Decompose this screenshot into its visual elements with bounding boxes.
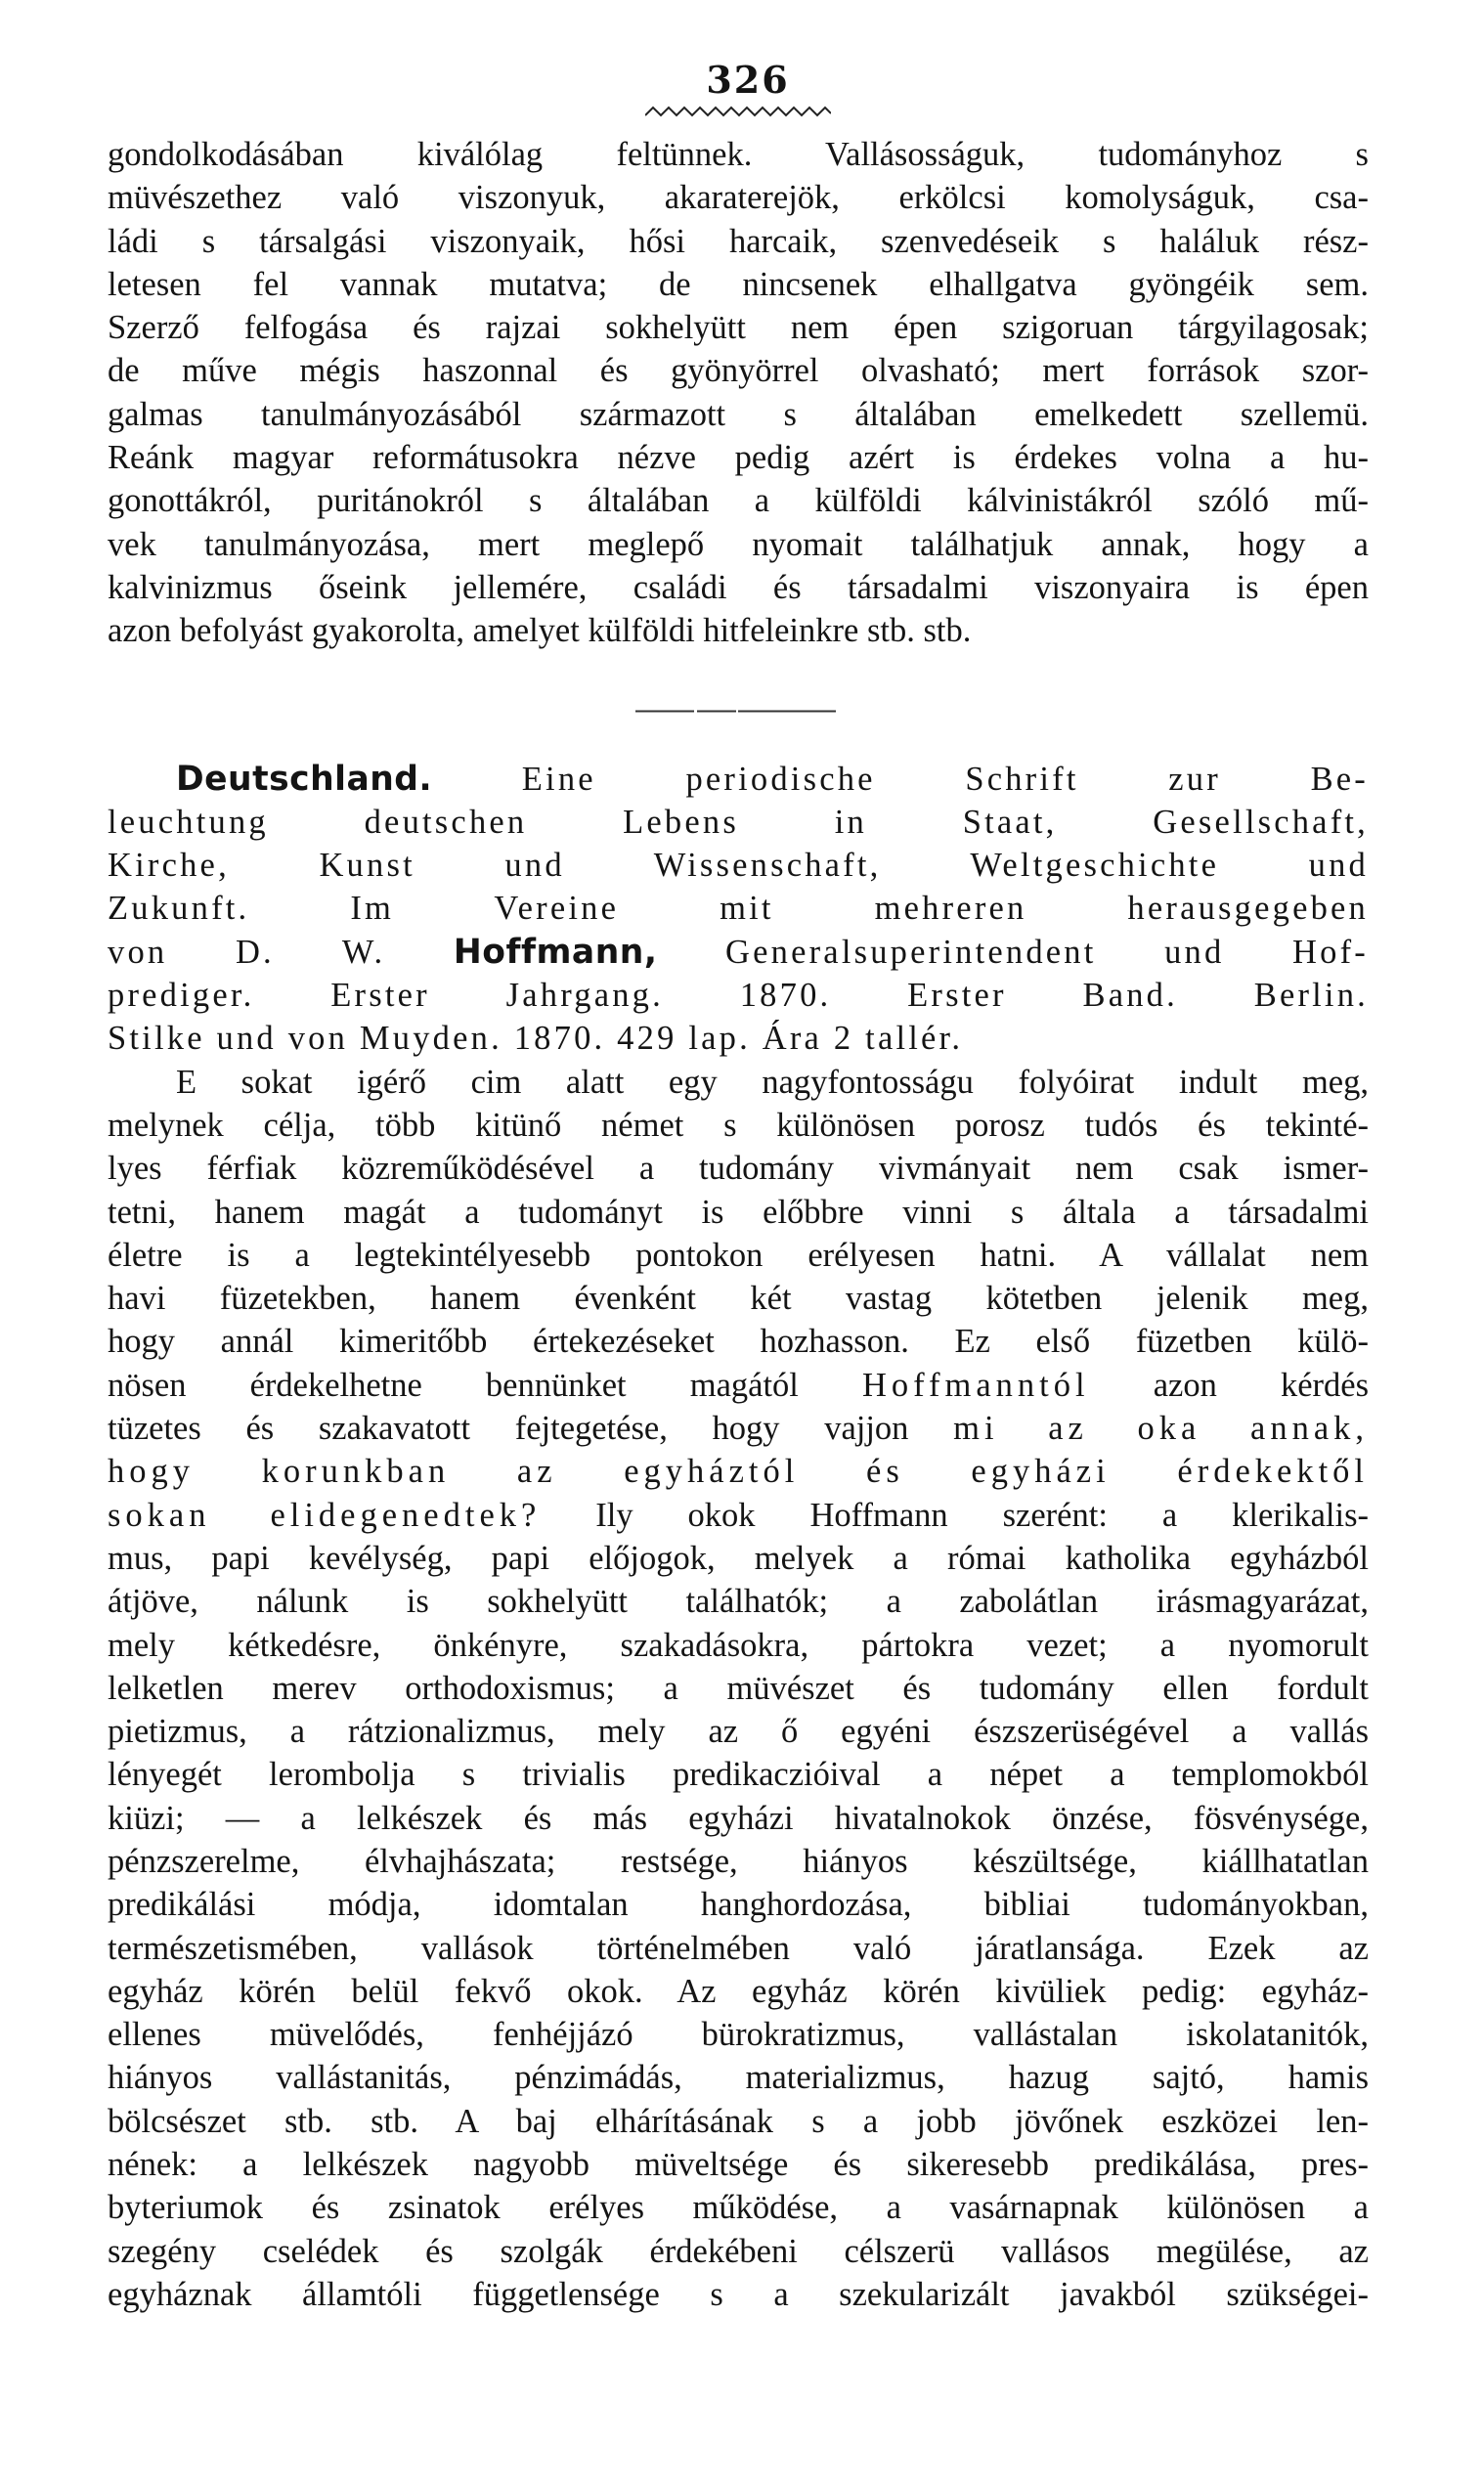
heading-line [108,931,1369,974]
text-line [108,1494,1369,1537]
text-line: melynek célja, több kitünő német s különösen porosz tudós és tekinté- [108,1106,1369,1144]
heading-line: Kirche, Kunst und Wissenschaft, Weltgeschichte und [108,847,1369,885]
text-segment: tüzetes és szakavatott fejtegetése, hogy vajjon [108,1410,909,1448]
text-line: nének: a lelkészek nagyobb müveltsége és sikeresebb predikálása, pres- [108,2146,1369,2184]
heading-text: Generalsuperintendent und Hof- [725,933,1369,971]
paragraph-continuation [108,133,1369,653]
text-line: tetni, hanem magát a tudományt is előbbre vinni s általa a társadalmi [108,1193,1369,1231]
text-line: vek tanulmányozása, mert meglepő nyomait találhatjuk annak, hogy a [108,525,1369,563]
text-line: lelketlen merev orthodoxismus; a müvészet és tudomány ellen fordult [108,1669,1369,1707]
text-line: gonottákról, puritánokról s általában a külföldi kálvinistákról szóló mű- [108,482,1369,520]
author-name: Hoffmann, [453,932,658,972]
emphasized-text: Hoffmanntól [862,1366,1090,1404]
document-page [108,59,1369,2316]
text-line [108,1407,1369,1450]
emphasized-text: sokan elidegenedtek? [108,1496,542,1534]
heading-line [108,758,1369,801]
review-heading [108,758,1369,1061]
heading-text: Eine periodische Schrift zur Be- [521,760,1369,798]
text-line: szegény cselédek és szolgák érdekébeni célszerü vallásos megülése, az [108,2232,1369,2270]
text-line [108,1364,1369,1407]
text-segment: nösen érdekelhetne bennünket magától [108,1366,799,1404]
text-line: átjöve, nálunk is sokhelyütt találhatók; a zabolátlan irásmagyarázat, [108,1583,1369,1621]
text-line: kiüzi; — a lelkészek és más egyházi hivatalnokok önzése, fösvénysége, [108,1799,1369,1837]
text-line: életre is a legtekintélyesebb pontokon erélyesen hatni. A vállalat nem [108,1236,1369,1274]
emphasized-line: hogy korunkban az egyháztól és egyházi érdekektől [108,1453,1369,1491]
text-line: természetismében, vallások történelmében való járatlansága. Ezek az [108,1929,1369,1967]
text-line: ládi s társalgási viszonyaik, hősi harcaik, szenvedéseik s haláluk rész- [108,222,1369,260]
text-line: mus, papi kevélység, papi előjogok, melyek a római katholika egyházból [108,1539,1369,1577]
text-line: predikálási módja, idomtalan hanghordozása, bibliai tudományokban, [108,1886,1369,1924]
text-line: egyház körén belül fekvő okok. Az egyház körén kivüliek pedig: egyház- [108,1972,1369,2010]
text-line: bölcsészet stb. stb. A baj elhárításának s a jobb jövőnek eszközei len- [108,2102,1369,2140]
text-line: Szerző felfogása és rajzai sokhelyütt nem épen szigoruan tárgyilagosak; [108,309,1369,347]
text-line: lényegét lerombolja s trivialis predikaczióival a népet a templomokból [108,1756,1369,1794]
text-line: azon befolyást gyakorolta, amelyet külföldi hitfeleinkre stb. stb. [108,612,972,650]
page-number: 326 [706,58,790,102]
text-line: havi füzetekben, hanem évenként két vastag kötetben jelenik meg, [108,1280,1369,1318]
text-line: Reánk magyar reformátusokra nézve pedig azért is érdekes volna a hu- [108,439,1369,477]
heading-line: prediger. Erster Jahrgang. 1870. Erster Band. Berlin. [108,977,1369,1015]
heading-line: Stilke und von Muyden. 1870. 429 lap. Ára 2 tallér. [108,1020,964,1058]
text-line: E sokat igérő cim alatt egy nagyfontosságu folyóirat indult meg, [176,1063,1369,1101]
page-number-ornament [645,104,831,119]
emphasized-text: mi az oka annak, [953,1410,1370,1448]
text-line: kalvinizmus őseink jellemére, családi és társadalmi viszonyaira is épen [108,568,1369,606]
text-line: müvészethez való viszonyuk, akaraterejök, erkölcsi komolyságuk, csa- [108,179,1369,217]
text-line: galmas tanulmányozásából származott s általában emelkedett szellemü. [108,395,1369,433]
text-line: pénzszerelme, élvhajhászata; restsége, hiányos készültsége, kiállhatatlan [108,1842,1369,1880]
text-line: pietizmus, a rátzionalizmus, mely az ő egyéni észszerüségével a vallás [108,1713,1369,1751]
text-line: mely kétkedésre, önkényre, szakadásokra, pártokra vezet; a nyomorult [108,1626,1369,1664]
text-line: hogy annál kimeritőbb értekezéseket hozhasson. Ez első füzetben külö- [108,1323,1369,1361]
text-line: hiányos vallástanitás, pénzimádás, materializmus, hazug sajtó, hamis [108,2059,1369,2097]
text-line: letesen fel vannak mutatva; de nincsenek elhallgatva gyöngéik sem. [108,265,1369,303]
review-body [108,1061,1369,2317]
heading-text: von D. W. [108,933,386,971]
text-line: ellenes müvelődés, fenhéjjázó bürokratizmus, vallástalan iskolatanitók, [108,2016,1369,2054]
text-line: lyes férfiak közreműködésével a tudomány vivmányait nem csak ismer- [108,1150,1369,1188]
heading-line: Zukunft. Im Vereine mit mehreren herausgegeben [108,890,1369,928]
heading-line: leuchtung deutschen Lebens in Staat, Gesellschaft, [108,803,1369,841]
text-line: egyháznak államtóli függetlensége s a szekularizált javakból szükségei- [108,2275,1369,2313]
text-segment: Ily okok Hoffmann szerént: a klerikalis- [595,1496,1369,1534]
section-separator [635,710,841,713]
text-line: byteriumok és zsinatok erélyes működése, a vasárnapnak különösen a [108,2189,1369,2227]
text-line: gondolkodásában kiválólag feltünnek. Vallásosságuk, tudományhoz s [108,136,1369,173]
review-title: Deutschland. [176,759,433,799]
text-segment: azon kérdés [1153,1366,1370,1404]
text-line: de műve mégis haszonnal és gyönyörrel olvasható; mert források szor- [108,352,1369,390]
